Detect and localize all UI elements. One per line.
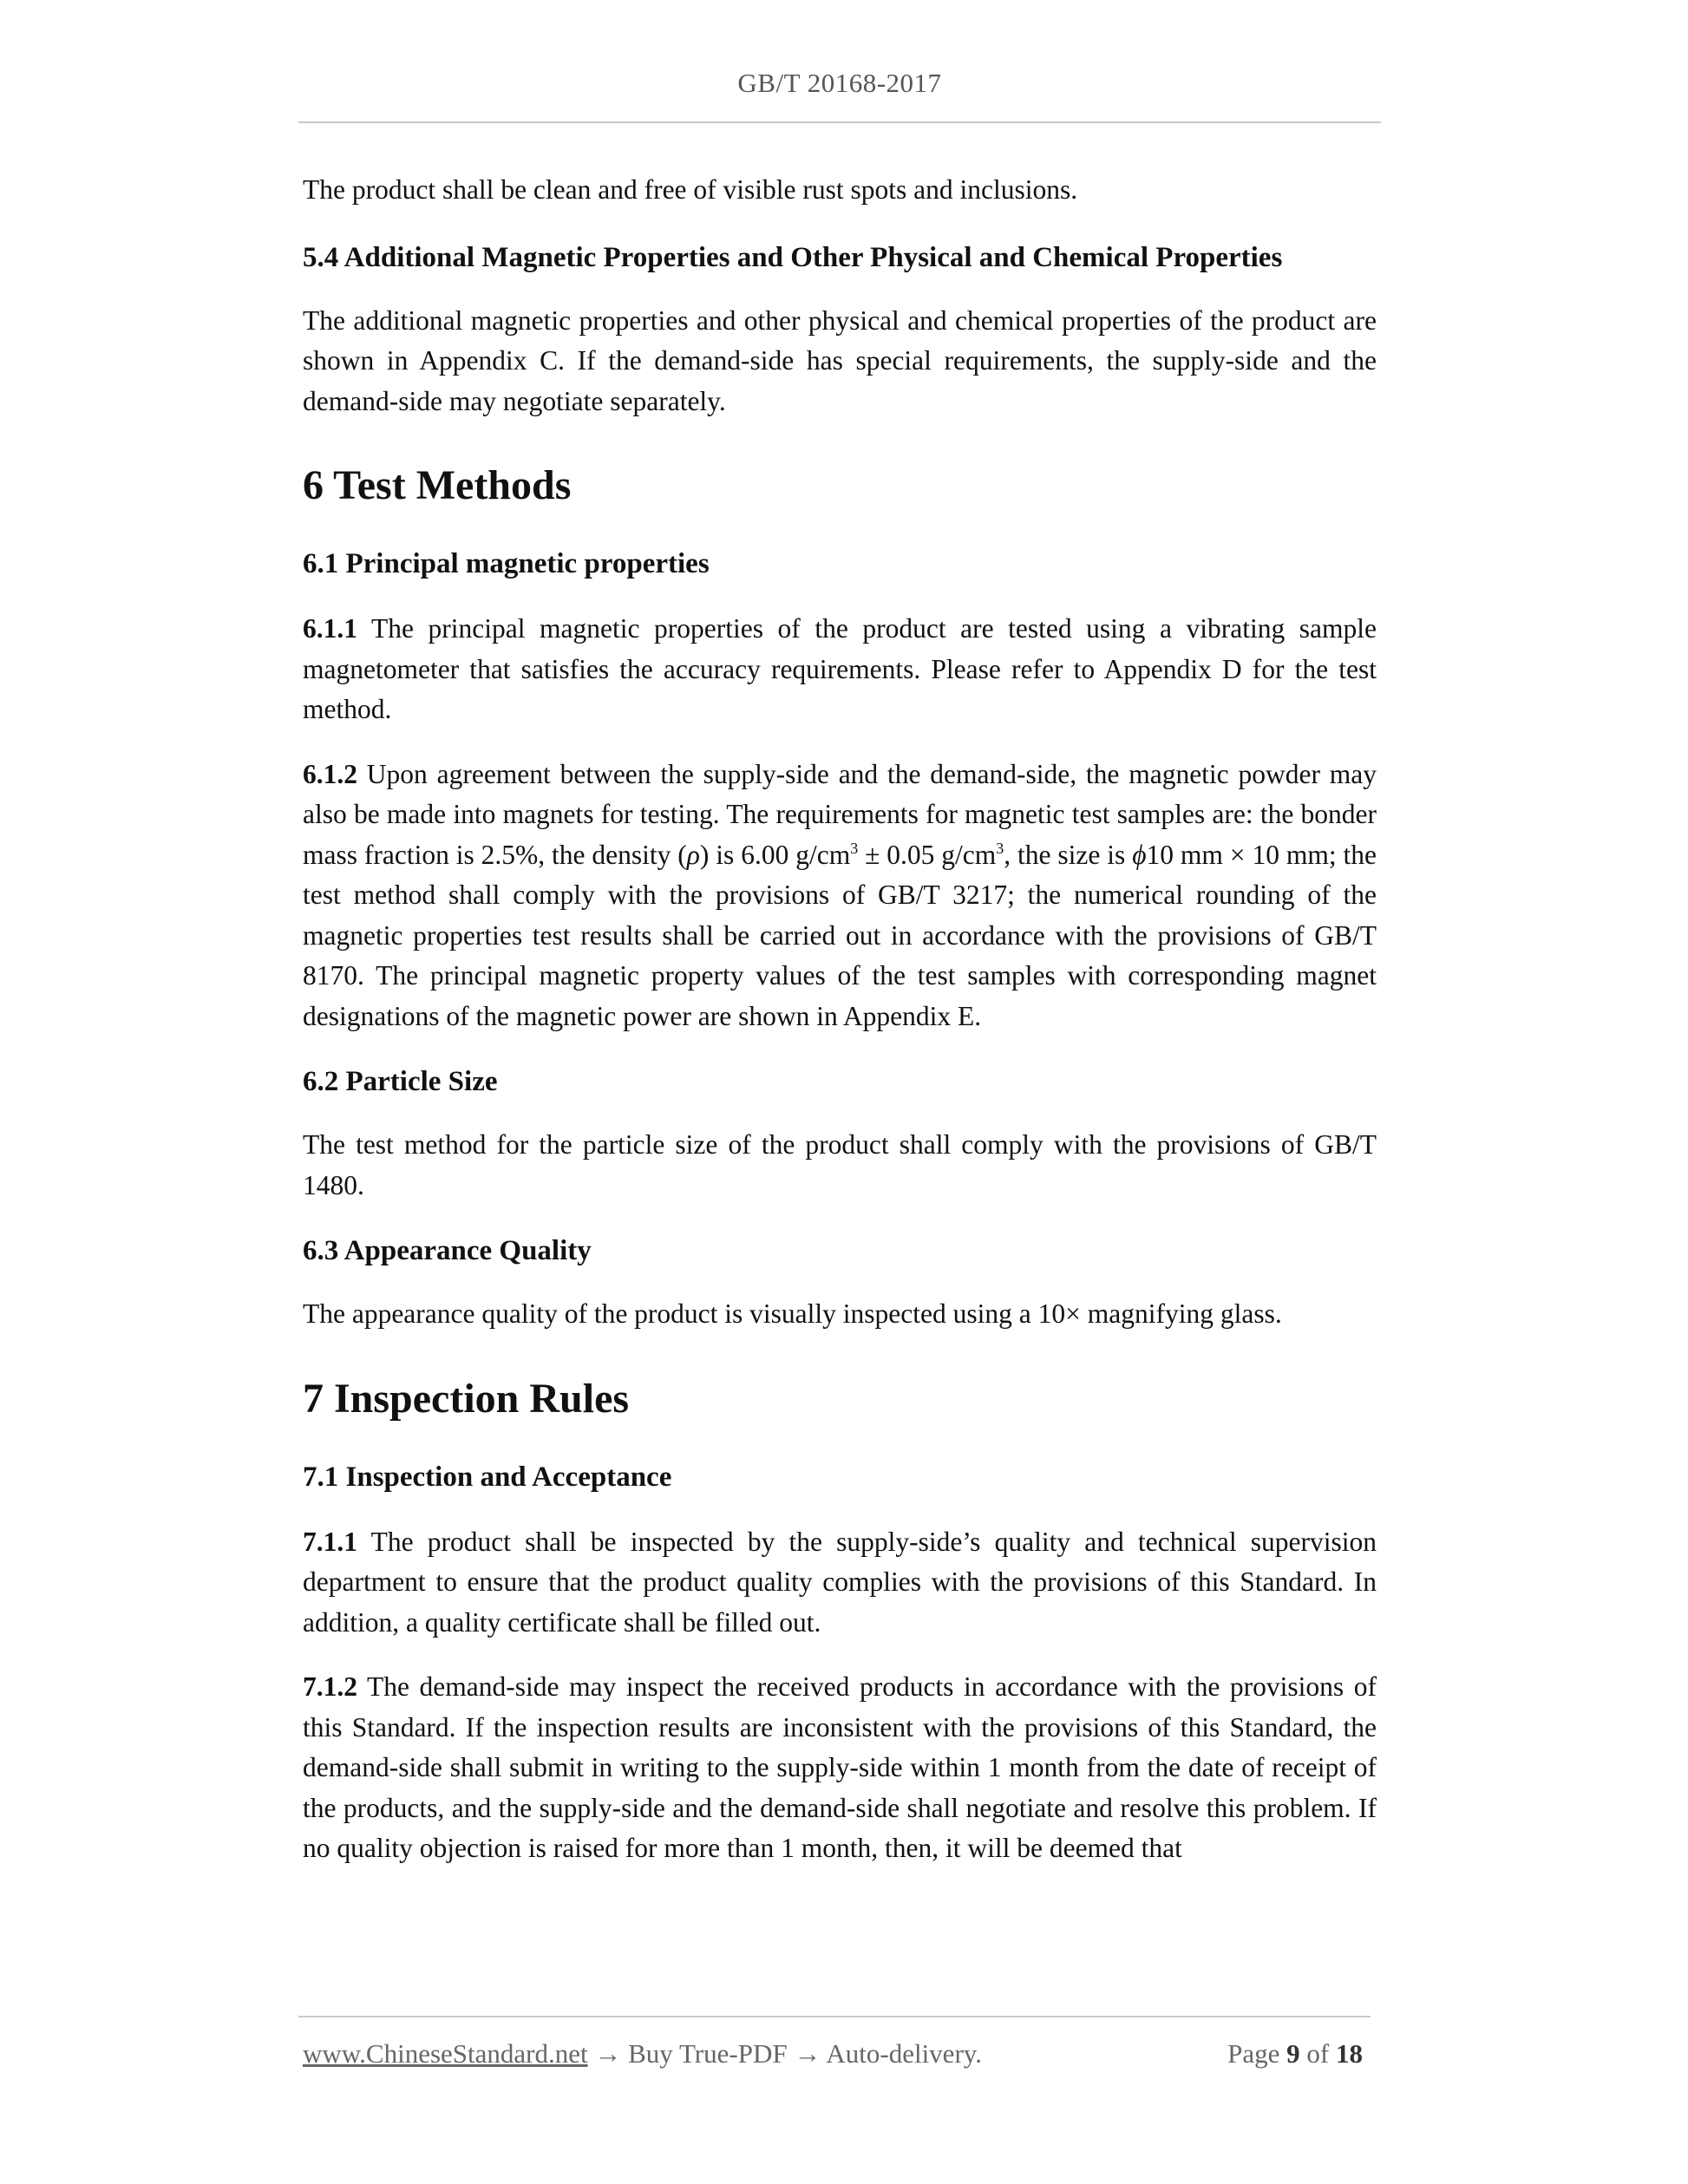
clause-text: The principal magnetic properties of the product are tested using a vibrating sample magnetometer that satisfies the accuracy requirements. Please refer to Appendix D for the test method. [303, 613, 1377, 724]
paragraph-clean: The product shall be clean and free of visible rust spots and inclusions. [303, 174, 1078, 205]
clause-number: 6.1.2 [303, 758, 357, 789]
page-content [303, 170, 1377, 1869]
clause-number: 7.1.2 [303, 1671, 357, 1702]
paragraph-6-2: The test method for the particle size of the product shall comply with the provisions of GB/T 1480. [303, 1129, 1377, 1200]
site-link[interactable]: www.ChineseStandard.net [303, 2038, 588, 2069]
paragraph-7-1-2 [303, 1667, 1377, 1869]
promo-text: → Buy True-PDF → Auto-delivery. [587, 2038, 982, 2069]
superscript: 3 [850, 839, 859, 857]
paragraph-6-3: The appearance quality of the product is visually inspected using a 10× magnifying glass. [303, 1298, 1282, 1329]
clause-text: The demand-side may inspect the received products in accordance with the provisions of this Standard. If the inspection results are inconsistent with the provisions of this Standard, the demand-side shall submit in writing to the supply-side within 1 month from the date of receipt of the products, and the supply-side and the demand-side shall negotiate and resolve this problem. If no quality objection is raised for more than 1 month, then, it will be deemed that [303, 1671, 1377, 1863]
clause-number: 6.1.1 [303, 613, 357, 644]
heading-6: 6 Test Methods [303, 462, 572, 508]
paragraph-6-1-1 [303, 609, 1377, 730]
clause-text: ± 0.05 g/cm [858, 839, 997, 870]
page-label: Page [1227, 2038, 1280, 2069]
superscript: 3 [996, 839, 1004, 857]
paragraph-6-1-2 [303, 755, 1377, 1037]
paragraph-7-1-1 [303, 1522, 1377, 1644]
page-indicator [1227, 2035, 1363, 2073]
heading-7: 7 Inspection Rules [303, 1375, 630, 1422]
of-label: of [1306, 2038, 1330, 2069]
heading-6-3: 6.3 Appearance Quality [303, 1235, 592, 1266]
phi-symbol: ϕ [1132, 839, 1147, 870]
footer-divider [298, 2016, 1371, 2017]
clause-text: , the size is [1004, 839, 1133, 870]
heading-6-2: 6.2 Particle Size [303, 1066, 498, 1097]
footer-promo [303, 2035, 982, 2073]
rho-symbol: ρ [686, 839, 700, 870]
running-header: GB/T 20168-2017 [737, 68, 942, 98]
heading-6-1: 6.1 Principal magnetic properties [303, 548, 710, 579]
header-divider [298, 121, 1381, 123]
paragraph-5-4: The additional magnetic properties and other physical and chemical properties of the product are shown in Appendix C. If the demand-side has special requirements, the supply-side and the demand-side may negotiate separately. [303, 304, 1377, 416]
heading-5-4: 5.4 Additional Magnetic Properties and Other Physical and Chemical Properties [303, 241, 1283, 273]
total-pages: 18 [1336, 2038, 1363, 2069]
clause-text: Upon agreement between the supply-side and the demand-side, the magnetic powder may also be made into magnets for testing. The requirements for magnetic test samples are: the bonder mass fraction is 2.5%, the density ( [303, 758, 1377, 870]
current-page: 9 [1286, 2038, 1300, 2069]
clause-text: 10 mm × 10 mm; the test method shall comply with the provisions of GB/T 3217; the numerical rounding of the magnetic properties test results shall be carried out in accordance with the provisions of GB/T 8170. The principal magnetic property values of the test samples with corresponding magnet designations of the magnetic power are shown in Appendix E. [303, 839, 1377, 1031]
heading-7-1: 7.1 Inspection and Acceptance [303, 1461, 672, 1493]
clause-text: The product shall be inspected by the supply-side’s quality and technical supervision department to ensure that the product quality complies with the provisions of this Standard. In addition, a quality certificate shall be filled out. [303, 1526, 1377, 1638]
clause-number: 7.1.1 [303, 1526, 357, 1557]
clause-text: ) is 6.00 g/cm [699, 839, 851, 870]
